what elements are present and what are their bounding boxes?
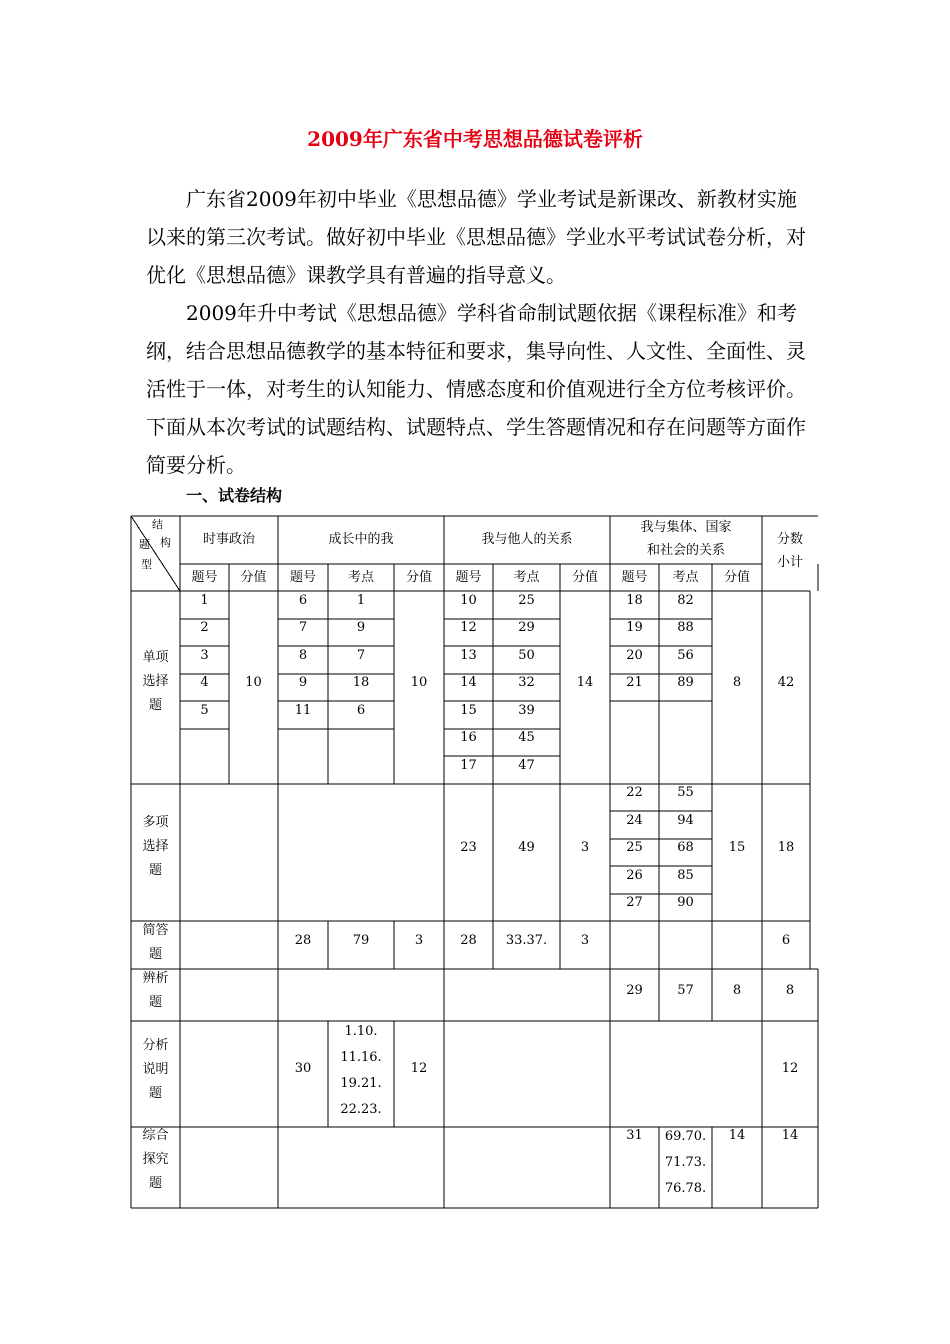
subheader-point: 考点 xyxy=(513,570,540,585)
corner-label-gou: 构 xyxy=(160,536,171,549)
table-cell: 27 xyxy=(626,895,643,910)
subheader-score: 分值 xyxy=(571,570,598,585)
table-cell: 9 xyxy=(356,620,366,635)
table-cell: 14 xyxy=(728,1128,746,1143)
header-growing-self: 成长中的我 xyxy=(328,532,394,547)
table-cell: 57 xyxy=(677,983,694,998)
table-cell: 29 xyxy=(626,983,643,998)
table-cell: 8 xyxy=(732,675,742,690)
table-cell: 18 xyxy=(777,840,795,855)
table-cell: 29 xyxy=(518,620,535,635)
table-cell: 50 xyxy=(518,648,535,663)
table-cell: 8 xyxy=(732,983,742,998)
intro-paragraph: 广东省2009年初中毕业《思想品德》学业考试是新课改、新教材实施以来的第三次考试。做好初中毕业《思想品德》学业水平考试试卷分析，对优化《思想品德》课教学具有普遍的指导意义。 xyxy=(146,187,806,287)
subheader-score: 分值 xyxy=(405,570,432,585)
table-cell: 85 xyxy=(677,868,694,883)
table-cell: 8 xyxy=(785,983,795,998)
table-cell: 3 xyxy=(200,648,209,663)
row-label-multi: 多项 选择 题 xyxy=(142,815,169,878)
row-label-single: 单项 选择 题 xyxy=(142,650,169,713)
subheader-number: 题号 xyxy=(455,570,482,585)
table-cell: 28 xyxy=(294,933,312,948)
subheader-number: 题号 xyxy=(191,570,218,585)
table-cell: 55 xyxy=(677,785,694,800)
table-cell: 68 xyxy=(677,840,694,855)
subheader-score: 分值 xyxy=(240,570,267,585)
header-society-line1: 我与集体、国家 xyxy=(640,520,732,535)
table-cell: 32 xyxy=(518,675,535,690)
header-subtotal-line2: 小计 xyxy=(776,555,803,570)
corner-label-xing: 型 xyxy=(141,558,152,571)
corner-label-ti: 题 xyxy=(139,538,150,551)
table-cell: 10 xyxy=(460,593,477,608)
table-cell: 12 xyxy=(460,620,477,635)
table-cell: 3 xyxy=(580,933,590,948)
table-cell: 6 xyxy=(356,703,366,718)
table-cell: 12 xyxy=(781,1061,799,1076)
table-cell: 23 xyxy=(460,840,477,855)
table-cell: 12 xyxy=(410,1061,428,1076)
table-cell: 10 xyxy=(245,675,262,690)
table-cell: 31 xyxy=(626,1128,643,1143)
row-label-explore: 综合 探究 题 xyxy=(142,1128,169,1191)
table-cell-stack: 69.70. 71.73. 76.78. xyxy=(664,1129,707,1196)
table-cell: 13 xyxy=(460,648,477,663)
section-heading: 一、试卷结构 xyxy=(186,486,283,505)
table-cell: 42 xyxy=(777,675,795,690)
table-cell: 15 xyxy=(728,840,746,855)
table-cell: 30 xyxy=(294,1061,312,1076)
table-cell: 18 xyxy=(352,675,370,690)
table-cell: 24 xyxy=(626,813,643,828)
header-current-affairs: 时事政治 xyxy=(202,532,255,547)
subheader-score: 分值 xyxy=(723,570,750,585)
table-cell: 3 xyxy=(580,840,590,855)
table-cell: 10 xyxy=(410,675,428,690)
table-cell: 49 xyxy=(518,840,535,855)
header-others: 我与他人的关系 xyxy=(481,532,573,547)
table-cell: 9 xyxy=(298,675,308,690)
table-cell: 33.37. xyxy=(505,933,548,948)
row-label-debate: 辨析 题 xyxy=(142,971,169,1010)
table-cell: 2 xyxy=(200,620,209,635)
document-title: 2009年广东省中考思想品德试卷评析 xyxy=(307,127,643,151)
table-cell: 7 xyxy=(298,620,308,635)
row-label-short: 简答 题 xyxy=(142,923,169,962)
table-cell: 4 xyxy=(200,675,209,690)
table-cell: 1 xyxy=(200,593,209,608)
table-cell: 14 xyxy=(460,675,477,690)
table-cell: 26 xyxy=(626,868,643,883)
table-cell: 5 xyxy=(200,703,209,718)
table-cell: 88 xyxy=(677,620,694,635)
table-cell: 82 xyxy=(677,593,694,608)
table-cell: 7 xyxy=(356,648,366,663)
table-cell: 89 xyxy=(677,675,694,690)
table-cell-stack: 1.10. 11.16. 19.21. 22.23. xyxy=(340,1024,382,1117)
table-cell: 79 xyxy=(352,933,370,948)
table-cell: 94 xyxy=(677,813,694,828)
table-cell: 25 xyxy=(626,840,643,855)
table-cell: 6 xyxy=(298,593,308,608)
subheader-number: 题号 xyxy=(621,570,648,585)
table-cell: 21 xyxy=(626,675,643,690)
corner-label-jie: 结 xyxy=(152,518,163,531)
table-cell: 17 xyxy=(460,758,477,773)
table-cell: 20 xyxy=(626,648,643,663)
table-cell: 45 xyxy=(518,730,535,745)
subheader-point: 考点 xyxy=(347,570,374,585)
table-cell: 28 xyxy=(460,933,477,948)
table-cell: 3 xyxy=(414,933,424,948)
subheader-point: 考点 xyxy=(672,570,699,585)
table-cell: 25 xyxy=(518,593,535,608)
table-cell: 15 xyxy=(460,703,477,718)
table-cell: 14 xyxy=(576,675,594,690)
table-cell: 56 xyxy=(677,648,694,663)
table-cell: 18 xyxy=(626,593,643,608)
table-cell: 90 xyxy=(677,895,694,910)
table-cell: 16 xyxy=(460,730,477,745)
row-label-analysis: 分析 说明 题 xyxy=(142,1038,169,1101)
table-cell: 6 xyxy=(781,933,791,948)
table-cell: 11 xyxy=(294,703,312,718)
table-cell: 39 xyxy=(518,703,535,718)
table-cell: 22 xyxy=(626,785,643,800)
header-society-line2: 和社会的关系 xyxy=(646,543,725,558)
analysis-paragraph: 2009年升中考试《思想品德》学科省命制试题依据《课程标准》和考纲，结合思想品德教学的基本特征和要求，集导向性、人文性、全面性、灵活性于一体，对考生的认知能力、情感态度和价值观进行全方位考核评价。下面从本次考试的试题结构、试题特点、学生答题情况和存在问题等方面作简要分析。 xyxy=(146,301,806,477)
header-subtotal-line1: 分数 xyxy=(776,532,803,547)
table-cell: 1 xyxy=(356,593,366,608)
table-cell: 47 xyxy=(518,758,535,773)
subheader-number: 题号 xyxy=(289,570,316,585)
table-cell: 14 xyxy=(781,1128,799,1143)
table-cell: 19 xyxy=(626,620,643,635)
table-cell: 8 xyxy=(298,648,308,663)
